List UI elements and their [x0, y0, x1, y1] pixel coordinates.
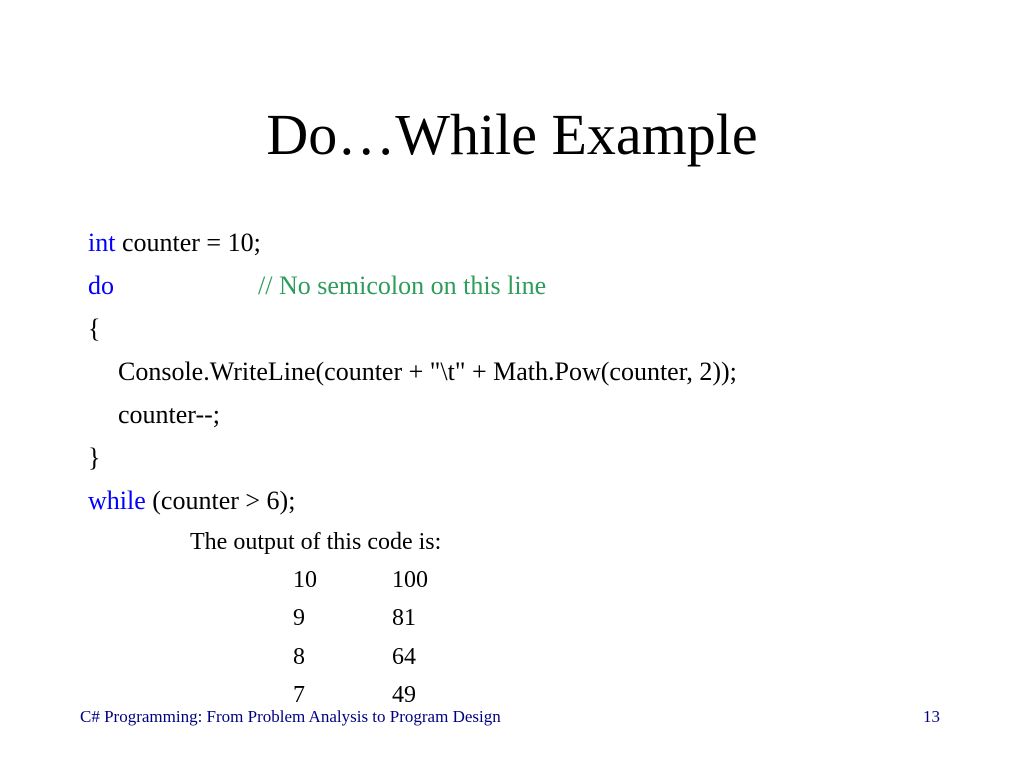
code-text: (counter > 6); — [145, 486, 296, 515]
output-value: 8 — [293, 644, 305, 670]
output-caption: The output of this code is: — [190, 529, 442, 555]
code-line-5: counter--; — [118, 400, 220, 429]
output-square: 49 — [392, 682, 416, 708]
code-line-3: { — [88, 314, 101, 343]
output-value: 10 — [293, 567, 317, 593]
keyword-int: int — [88, 228, 116, 257]
slide-title: Do…While Example — [266, 102, 758, 167]
code-comment: // No semicolon on this line — [258, 271, 547, 300]
output-square: 64 — [392, 644, 416, 670]
keyword-while: while — [88, 486, 146, 515]
code-line-6: } — [88, 443, 101, 472]
code-line-7 — [88, 485, 295, 517]
output-square: 100 — [392, 567, 428, 593]
output-square: 81 — [392, 605, 416, 631]
page-number: 13 — [923, 707, 940, 726]
code-line-4: Console.WriteLine(counter + "\t" + Math.Pow(counter, 2)); — [118, 357, 737, 386]
code-line-2 — [88, 270, 114, 302]
output-value: 7 — [293, 682, 305, 708]
footer-course-title: C# Programming: From Problem Analysis to Program Design — [80, 707, 501, 726]
keyword-do: do — [88, 271, 114, 300]
code-line-1 — [88, 227, 261, 259]
code-text: counter = 10; — [115, 228, 261, 257]
output-value: 9 — [293, 605, 305, 631]
